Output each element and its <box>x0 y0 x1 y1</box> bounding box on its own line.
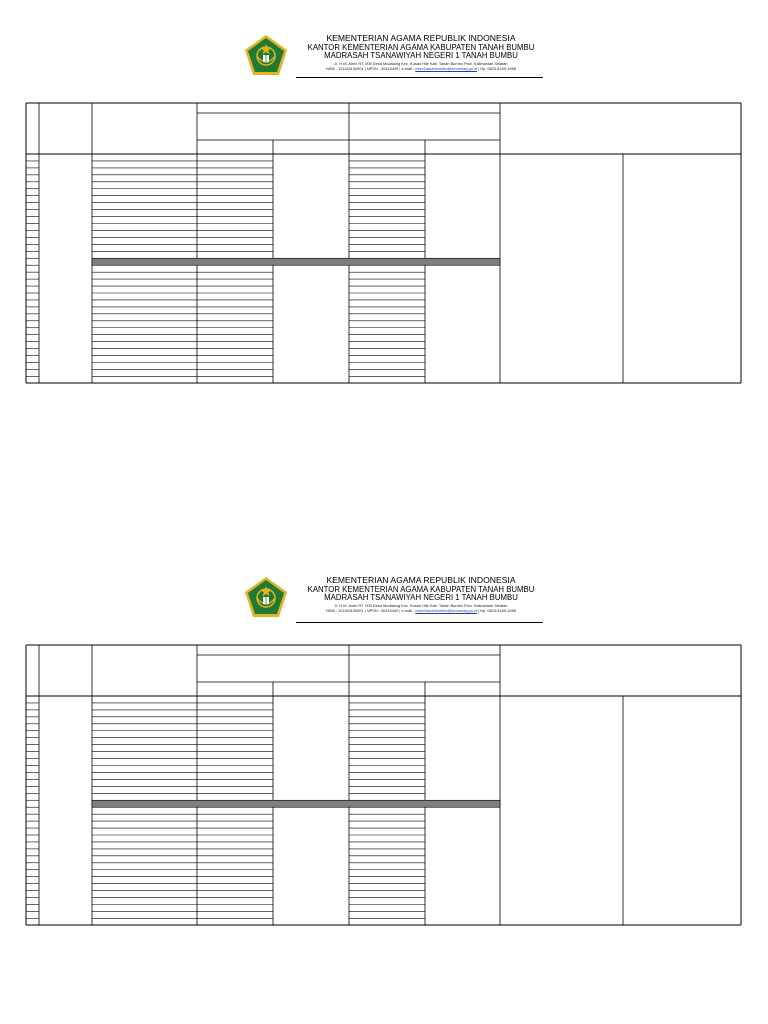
letterhead-office: KANTOR KEMENTERIAN AGAMA KABUPATEN TANAH BUMBU <box>307 42 535 52</box>
npsn-text: NPSN : 30315449 <box>366 608 399 614</box>
letterhead-school: MADRASAH TSANAWIYAH NEGERI 1 TANAH BUMBU <box>324 593 518 603</box>
letterhead-address: Jl. H.M. Amin RT. 005 Desa Mudalang Kec. Kusan Hilir Kab. Tanah Bumbu Prov. Kalimantan Selatan <box>334 61 508 67</box>
hp-text: Hp. 0823-5169-1958 <box>480 66 516 72</box>
letterhead-address: Jl. H.M. Amin RT. 005 Desa Mudalang Kec. Kusan Hilir Kab. Tanah Bumbu Prov. Kalimantan Selatan <box>334 603 508 609</box>
hp-text: Hp. 0823-5169-1958 <box>480 608 516 614</box>
email-label: e-mail : <box>401 608 415 614</box>
email-link[interactable]: mtsn1tanahbumbu@kemenag.go.id <box>415 608 477 614</box>
email-label: e-mail : <box>401 66 415 72</box>
npsn-text: NPSN : 30315449 <box>366 66 399 72</box>
section-separator-band <box>92 800 500 807</box>
letterhead-ministry: KEMENTERIAN AGAMA REPUBLIK INDONESIA <box>326 33 516 43</box>
nsm-text: NSM : 121163100001 <box>326 608 364 614</box>
nsm-text: NSM : 121163100001 <box>326 66 364 72</box>
separator: | <box>399 66 401 72</box>
letterhead-ministry: KEMENTERIAN AGAMA REPUBLIK INDONESIA <box>326 575 516 585</box>
separator: | <box>364 608 366 614</box>
separator: | <box>478 66 480 72</box>
separator: | <box>478 608 480 614</box>
letterhead-office: KANTOR KEMENTERIAN AGAMA KABUPATEN TANAH BUMBU <box>307 584 535 594</box>
separator: | <box>399 608 401 614</box>
separator: | <box>364 66 366 72</box>
letterhead-school: MADRASAH TSANAWIYAH NEGERI 1 TANAH BUMBU <box>324 51 518 61</box>
email-link[interactable]: mtsn1tanahbumbu@kemenag.go.id <box>415 66 477 72</box>
